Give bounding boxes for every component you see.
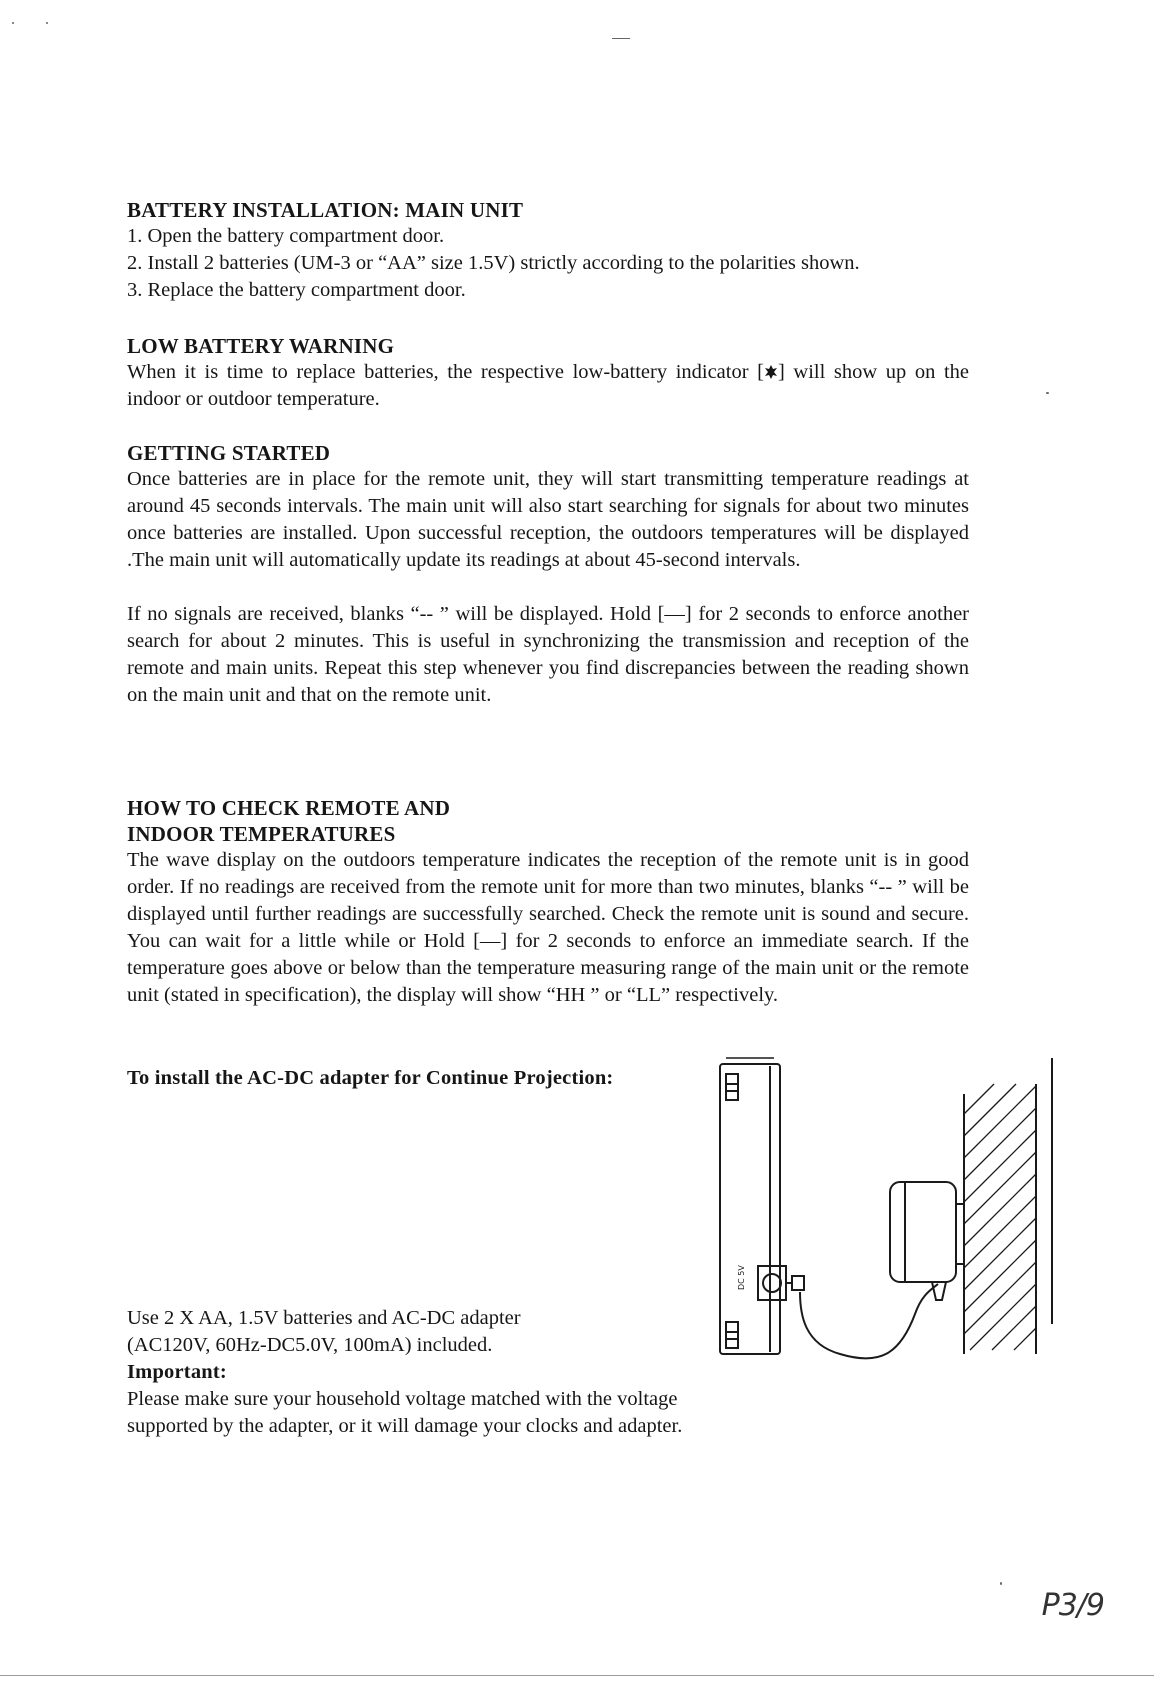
battery-installation-section — [127, 198, 969, 304]
battery-step-2: 2. Install 2 batteries (UM-3 or “AA” size 1.5V) strictly according to the polarities shown. — [127, 252, 860, 274]
check-temperatures-section — [127, 796, 969, 1009]
low-battery-text-after: ] will show up on the indoor or outdoor temperature. — [127, 361, 969, 410]
wall-hatching — [964, 1058, 1052, 1354]
low-battery-indicator-icon — [764, 361, 778, 377]
clock-unit — [720, 1058, 786, 1354]
low-battery-text — [127, 359, 969, 413]
check-heading-line-2: INDOOR TEMPERATURES — [127, 822, 396, 846]
bottom-edge-line — [0, 1675, 1154, 1676]
scan-speck — [1000, 1582, 1002, 1585]
adapter-details — [127, 1305, 767, 1440]
important-text-line-2: supported by the adapter, or it will damage your clocks and adapter. — [127, 1415, 683, 1437]
adapter-installation-diagram — [700, 1054, 1060, 1374]
getting-started-paragraph-2: If no signals are received, blanks “-- ” will be displayed. Hold [—] for 2 seconds to enforce another search for about 2 minutes. This is useful in synchronizing the transmission and reception of the remote and main units. Repeat this step whenever you find discrepancies between the reading shown on the main unit and that on the remote unit. — [127, 603, 969, 706]
battery-step-3: 3. Replace the battery compartment door. — [127, 279, 466, 301]
scan-speck — [612, 38, 630, 39]
important-text-line-1: Please make sure your household voltage matched with the voltage — [127, 1388, 678, 1410]
getting-started-heading: GETTING STARTED — [127, 441, 331, 465]
important-label: Important: — [127, 1361, 227, 1383]
adapter-heading: To install the AC-DC adapter for Continue Projection: — [127, 1067, 614, 1089]
getting-started-section — [127, 441, 969, 709]
adapter-usage-line-1: Use 2 X AA, 1.5V batteries and AC-DC adapter — [127, 1307, 521, 1329]
low-battery-heading: LOW BATTERY WARNING — [127, 334, 395, 358]
low-battery-text-before: When it is time to replace batteries, the respective low-battery indicator [ — [127, 361, 764, 383]
battery-installation-heading: BATTERY INSTALLATION: MAIN UNIT — [127, 198, 524, 222]
wall-adapter — [890, 1182, 964, 1300]
scan-speck — [12, 22, 14, 24]
battery-step-1: 1. Open the battery compartment door. — [127, 225, 445, 247]
dc-plug — [786, 1276, 938, 1358]
scan-speck — [46, 22, 48, 24]
check-paragraph: The wave display on the outdoors temperature indicates the reception of the remote unit is in good order. If no readings are received from the remote unit for more than two minutes, blanks “-- ” will be displayed until further readings are successfully searched. Check the remote unit is sound and secure. You can wait for a little while or Hold [—] for 2 seconds to enforce an immediate search. If the temperature goes above or below than the temperature measuring range of the main unit or the remote unit (stated in specification), the display will show “HH ” or “LL” respectively. — [127, 849, 969, 1006]
scan-speck — [1046, 392, 1049, 394]
page-number-mark: P3/9 — [1041, 1588, 1104, 1623]
dc-port-label: DC 5V — [737, 1265, 746, 1290]
adapter-usage-line-2: (AC120V, 60Hz-DC5.0V, 100mA) included. — [127, 1334, 493, 1356]
low-battery-section — [127, 334, 969, 413]
getting-started-paragraph-1: Once batteries are in place for the remote unit, they will start transmitting temperature readings at around 45 seconds intervals. The main unit will also start searching for signals for about two minutes once batteries are installed. Upon successful reception, the outdoors temperatures will be displayed .The main unit will automatically update its readings at about 45-second intervals. — [127, 468, 969, 571]
adapter-section — [127, 1066, 727, 1090]
check-heading-line-1: HOW TO CHECK REMOTE AND — [127, 796, 451, 820]
